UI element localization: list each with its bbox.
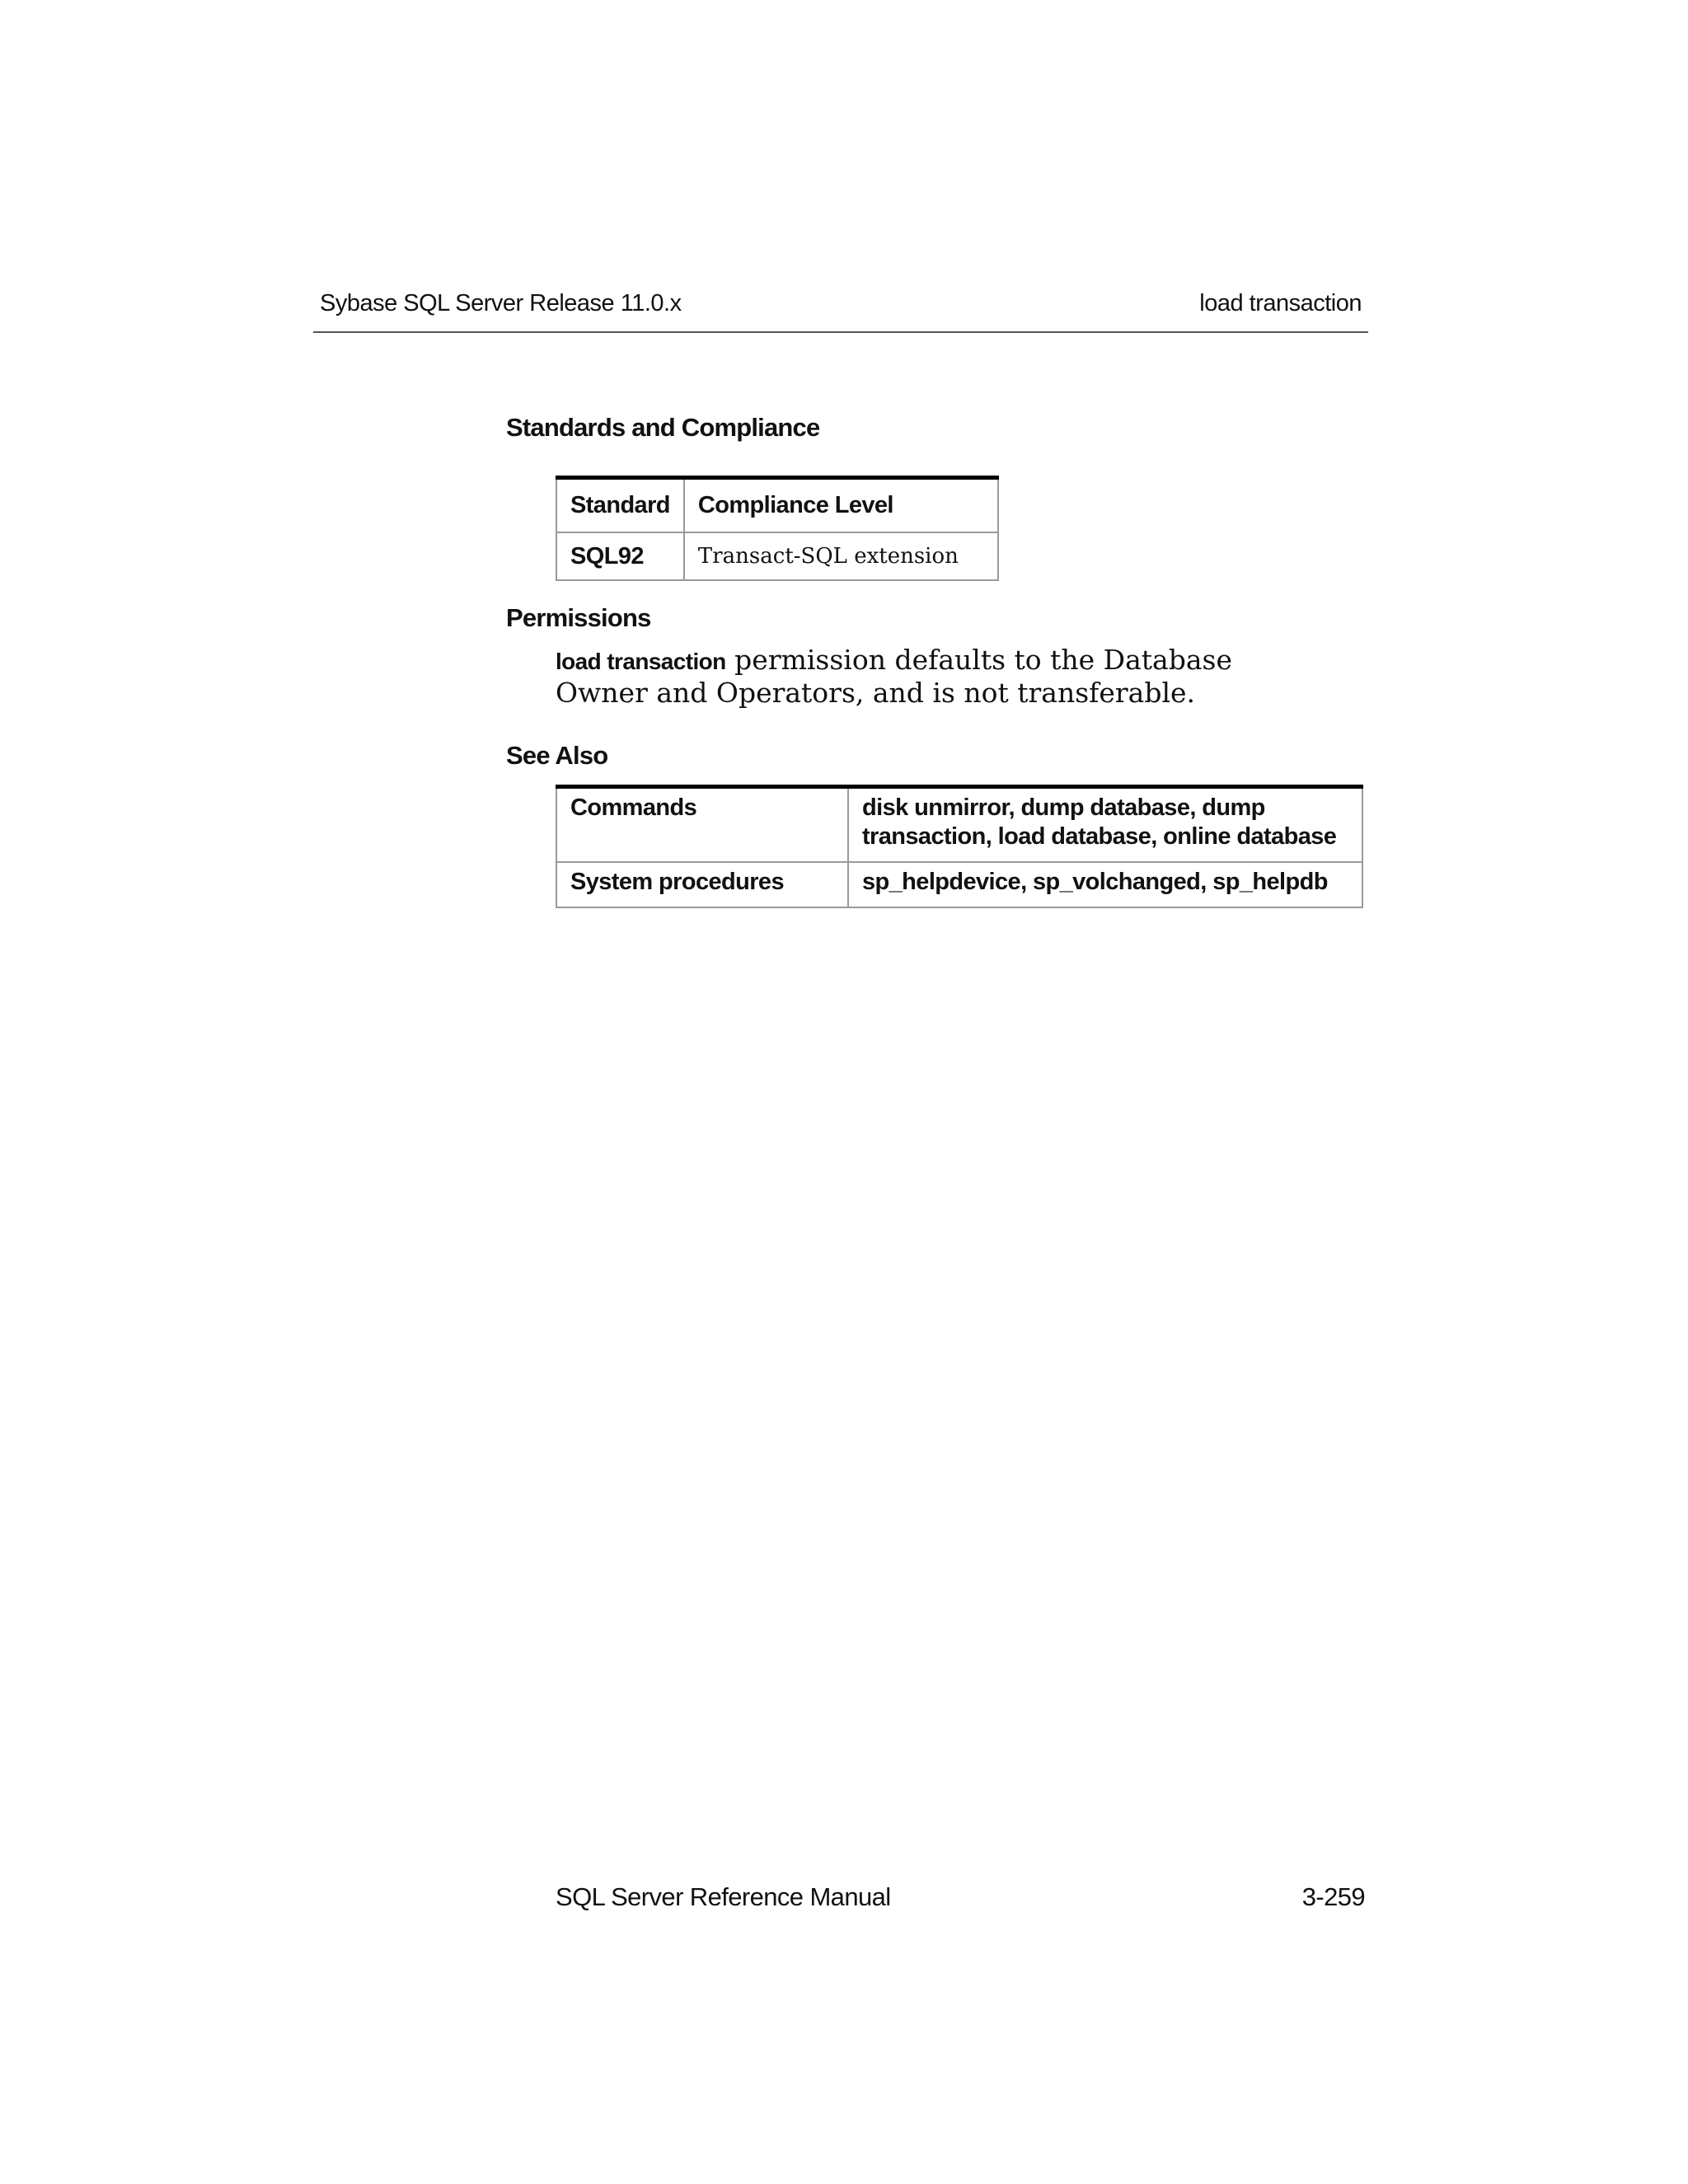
standard-cell: SQL92	[556, 532, 684, 580]
permissions-heading: Permissions	[506, 603, 651, 632]
compliance-level-cell: Transact-SQL extension	[684, 532, 998, 580]
footer-manual-title: SQL Server Reference Manual	[556, 1882, 891, 1911]
page-number: 3-259	[1301, 1882, 1365, 1911]
permissions-text: permission defaults to the Database Owner and Operators, and is not transferable.	[556, 644, 1232, 709]
header-manual-release: Sybase SQL Server Release 11.0.x	[320, 290, 682, 316]
standards-heading: Standards and Compliance	[506, 413, 820, 442]
see-also-table	[556, 785, 1363, 908]
category-cell: System procedures	[556, 862, 848, 907]
table-row	[556, 862, 1362, 907]
see-also-heading: See Also	[506, 741, 608, 770]
related-items-cell: sp_helpdevice, sp_volchanged, sp_helpdb	[848, 862, 1362, 907]
running-header	[313, 290, 1368, 333]
table-row	[556, 787, 1362, 863]
standards-table	[556, 476, 999, 581]
category-cell: Commands	[556, 787, 848, 863]
permissions-paragraph	[556, 644, 1330, 709]
header-topic: load transaction	[1199, 290, 1362, 316]
table-row	[556, 532, 998, 580]
table-header-row	[556, 478, 998, 533]
column-header-standard: Standard	[556, 478, 684, 533]
column-header-compliance-level: Compliance Level	[684, 478, 998, 533]
command-name: load transaction	[556, 649, 726, 674]
related-items-cell: disk unmirror, dump database, dump transaction, load database, online database	[848, 787, 1362, 863]
